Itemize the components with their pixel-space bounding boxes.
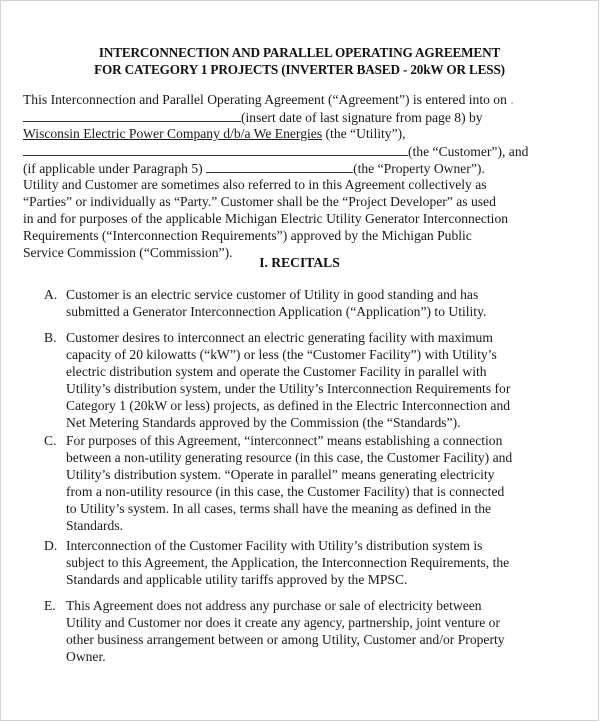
property-owner-blank-field[interactable] [206, 159, 353, 173]
recital-line: Standards and applicable utility tariffs approved by the MPSC. [66, 572, 408, 587]
intro-line-3 [23, 125, 543, 142]
recital-text [66, 597, 546, 665]
document-title [1, 44, 598, 78]
recital-letter: E. [44, 598, 56, 613]
recital-line: submitted a Generator Interconnection Application (“Application”) to Utility. [66, 304, 487, 319]
intro-line-1-text: This Interconnection and Parallel Operating Agreement (“Agreement”) is entered into on [23, 92, 507, 107]
intro-paragraph [23, 91, 543, 176]
parties-line: Utility and Customer are sometimes also referred to in this Agreement collectively as [23, 177, 487, 192]
intro-line-2 [23, 108, 543, 125]
recital-line: Interconnection of the Customer Facility with Utility’s distribution system is [66, 538, 483, 553]
recital-letter: C. [44, 433, 57, 448]
intro-line-5-text: (the “Property Owner”). [353, 161, 485, 176]
recital-line: from a non-utility resource (in this case, the Customer Facility) that is connected [66, 484, 505, 499]
recital-line: Net Metering Standards approved by the Commission (the “Standards”). [66, 415, 461, 430]
section-heading-recitals: I. RECITALS [259, 255, 340, 270]
recital-line: Customer desires to interconnect an electric generating facility with maximum [66, 330, 493, 345]
intro-line-5-prefix: (if applicable under Paragraph 5) [23, 161, 207, 176]
intro-line-4-text: (the “Customer”), and [408, 144, 529, 159]
recital-line: to Utility’s system. In all cases, terms shall have the meaning as defined in the [66, 501, 492, 516]
recital-text [66, 537, 546, 588]
intro-line-2-text: (insert date of last signature from page 8) by [241, 110, 483, 125]
title-line-2: FOR CATEGORY 1 PROJECTS (INVERTER BASED - 20kW OR LESS) [94, 62, 505, 77]
recital-letter: A. [44, 287, 58, 302]
utility-name: Wisconsin Electric Power Company d/b/a We Energies [23, 126, 323, 141]
recital-text [66, 432, 546, 534]
customer-blank-field[interactable] [23, 142, 408, 156]
recital-line: This Agreement does not address any purchase or sale of electricity between [66, 598, 482, 613]
recital-line: Standards. [66, 518, 124, 533]
recital-line: other business arrangement between or among Utility, Customer and/or Property [66, 632, 505, 647]
recital-line: Utility’s distribution system. “Operate in parallel” means generating electricity [66, 467, 495, 482]
recital-text [66, 286, 546, 320]
parties-line: in and for purposes of the applicable Michigan Electric Utility Generator Interconnection [23, 211, 509, 226]
recital-text [66, 329, 546, 431]
title-line-1: INTERCONNECTION AND PARALLEL OPERATING AGREEMENT [98, 45, 501, 60]
parties-line: Requirements (“Interconnection Requirements”) approved by the Michigan Public [23, 228, 472, 243]
parties-line: “Parties” or individually as “Party.” Customer shall be the “Project Developer” as used [23, 194, 496, 209]
recital-letter: B. [44, 330, 57, 345]
recital-line: electric distribution system and operate the Customer Facility in parallel with [66, 364, 487, 379]
recital-line: Customer is an electric service customer of Utility in good standing and has [66, 287, 479, 302]
date-blank-field[interactable] [23, 108, 241, 122]
intro-line-5 [23, 159, 543, 176]
recital-line: Utility’s distribution system, under the Utility’s Interconnection Requirements for [66, 381, 511, 396]
intro-line-1 [23, 91, 543, 108]
recital-line: Utility and Customer nor does it create any agency, partnership, joint venture or [66, 615, 500, 630]
recital-line: Category 1 (20kW or less) projects, as defined in the Electric Interconnection and [66, 398, 511, 413]
intro-line-3-text: (the “Utility”), [322, 126, 406, 141]
recital-line: Owner. [66, 649, 106, 664]
recital-line: between a non-utility generating resource (in this case, the Customer Facility) and [66, 450, 513, 465]
intro-line-1-mark: . [510, 92, 514, 107]
parties-line: Service Commission (“Commission”). [23, 245, 233, 260]
parties-paragraph [23, 176, 543, 261]
recital-line: subject to this Agreement, the Application, the Interconnection Requirements, the [66, 555, 510, 570]
recital-line: capacity of 20 kilowatts (“kW”) or less (the “Customer Facility”) with Utility’s [66, 347, 497, 362]
intro-line-4 [23, 142, 543, 159]
recital-line: For purposes of this Agreement, “interconnect” means establishing a connection [66, 433, 503, 448]
recital-letter: D. [44, 538, 58, 553]
